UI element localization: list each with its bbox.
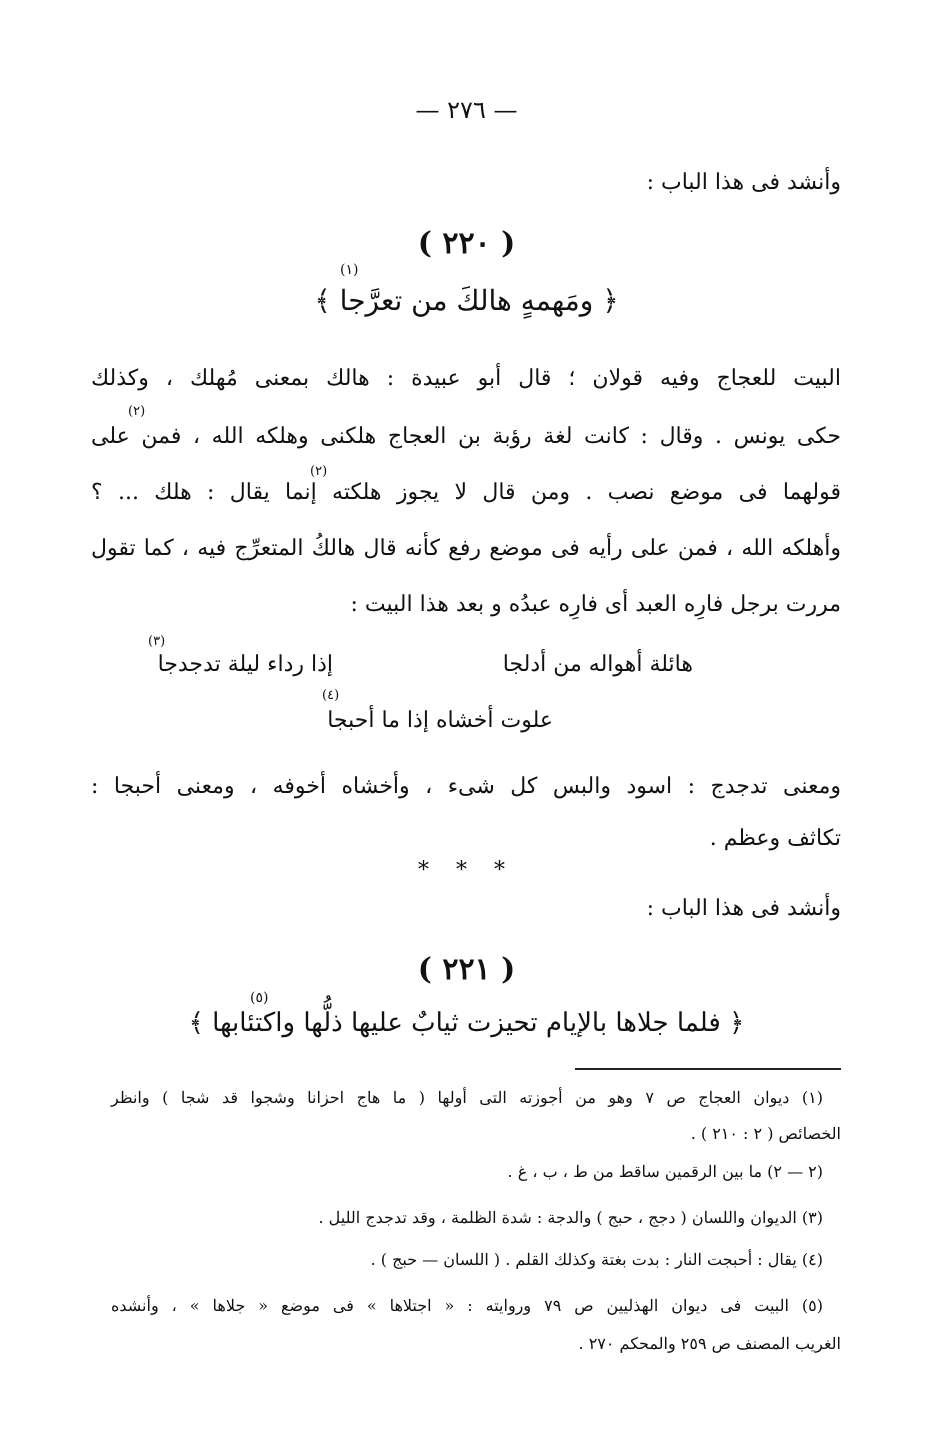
footnote-5: (٥) البيت فى ديوان الهذليين ص ٧٩ وروايته : « اجتلاها » فى موضع « جلاها » ، وأنشده	[111, 1296, 823, 1315]
poem-number-221: ( ٢٢١ )	[417, 952, 516, 987]
footnote-3: (٣) الديوان واللسان ( دجج ، حبج ) والدجة : شدة الظلمة ، وقد تدجدج الليل .	[318, 1208, 823, 1227]
couplet-line-1-first-hemistich: هائلة أهواله من أدلجا	[502, 652, 693, 677]
intro-line-2: وأنشد فى هذا الباب :	[646, 896, 841, 921]
couplet-line-1-second-hemistich: إذا رداء ليلة تدجدجا	[157, 652, 333, 677]
meaning-line-2: تكاثف وعظم .	[709, 826, 841, 851]
poem-number-220: ( ٢٢٠ )	[417, 226, 516, 261]
footnote-rule	[575, 1068, 841, 1070]
commentary-line-4: وأهلكه الله ، فمن على رأيه فى موضع رفع كأنه قال هالكُ المتعرِّج فيه ، كما تقول	[91, 536, 841, 561]
footnote-2: (٢ — ٢) ما بين الرقمين ساقط من ط ، ب ، غ .	[507, 1162, 823, 1181]
commentary-line-3: قولهما فى موضع نصب . ومن قال لا يجوز هلكته إنما يقال : هلك ... ؟	[91, 480, 841, 505]
footnote-mark-5: (٥)	[250, 990, 269, 1006]
verse-221: ﴿ فلما جلاها بالإيام تحيزت ثيابٌ عليها ذلُّها واكتئابها ﴾	[188, 1008, 745, 1038]
couplet-line-2: علوت أخشاه إذا ما أحبجا	[327, 708, 553, 733]
commentary-line-1: البيت للعجاج وفيه قولان ؛ قال أبو عبيدة : هالك بمعنى مُهلك ، وكذلك	[91, 366, 841, 391]
footnote-5-continued: الغريب المصنف ص ٢٥٩ والمحكم ٢٧٠ .	[578, 1334, 841, 1353]
footnote-mark-4: (٤)	[322, 688, 340, 703]
commentary-line-2: حكى يونس . وقال : كانت لغة رؤبة بن العجاج هلكنى وهلكه الله ، فمن على	[91, 424, 841, 449]
footnote-1: (١) ديوان العجاج ص ٧ وهو من أجوزته التى أولها ( ما هاج احزانا وشجوا قد شجا ) وانظر	[111, 1088, 824, 1107]
verse-220: ﴿ ومَهمهٍ هالكَ من تعرَّجا ﴾	[314, 284, 619, 317]
meaning-line-1: ومعنى تدجدج : اسود والبس كل شىء ، وأخشاه أخوفه ، ومعنى أحبجا :	[91, 774, 841, 799]
section-separator: * * *	[418, 858, 515, 883]
commentary-line-5: مررت برجل فارِه العبد أى فارِه عبدُه و بعد هذا البيت :	[350, 592, 841, 617]
page-number: — ٢٧٦ —	[415, 96, 518, 124]
footnote-mark-3: (٣)	[148, 634, 166, 649]
footnote-mark-2b: (٢)	[310, 464, 328, 479]
footnote-1-continued: الخصائص ( ٢ : ٢١٠ ) .	[690, 1124, 841, 1143]
footnote-mark-2a: (٢)	[128, 404, 146, 419]
footnote-mark-1: (١)	[340, 262, 359, 278]
intro-line-1: وأنشد فى هذا الباب :	[646, 170, 841, 195]
footnote-4: (٤) يقال : أحبجت النار : بدت بغتة وكذلك القلم . ( اللسان — حبج ) .	[370, 1250, 823, 1269]
